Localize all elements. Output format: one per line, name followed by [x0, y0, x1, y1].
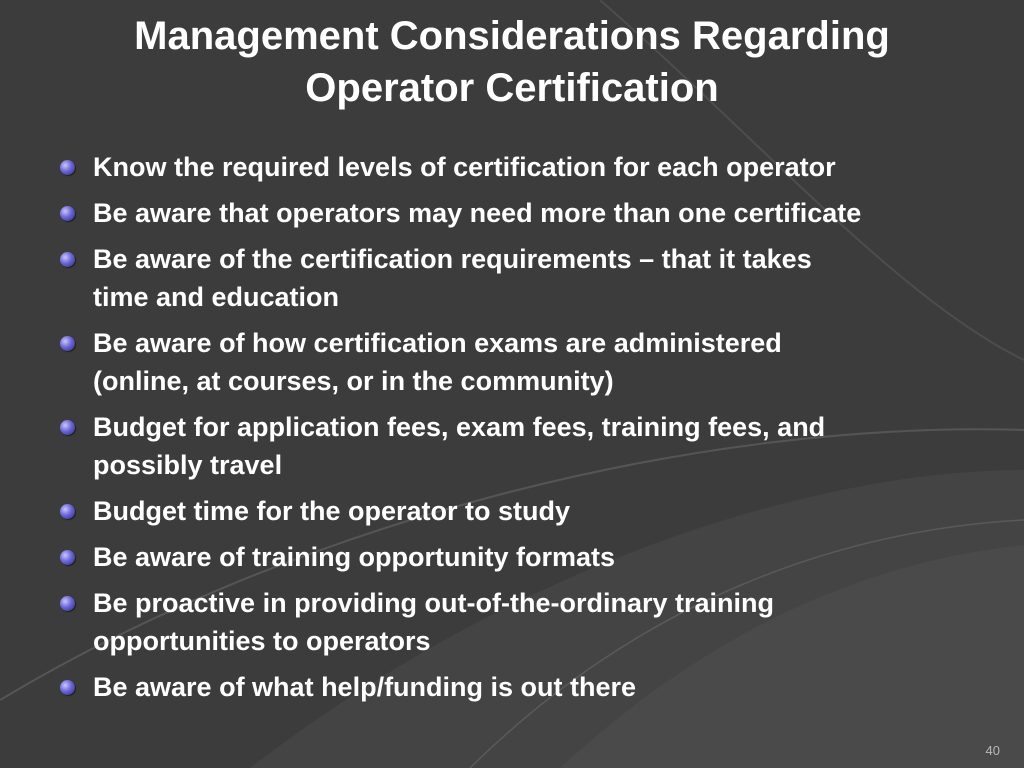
bullet-text-continuation: time and education	[93, 282, 340, 312]
bullet-text: Be aware of what help/funding is out there	[93, 672, 637, 702]
bullet-text: Be aware that operators may need more than one certificate	[93, 198, 862, 228]
bullet-item	[60, 668, 1000, 706]
bullet-text: Know the required levels of certification for each operator	[93, 152, 836, 182]
bullet-text: Budget time for the operator to study	[93, 496, 571, 526]
bullet-text-continuation: (online, at courses, or in the community)	[93, 366, 614, 396]
sphere-bullet-icon	[60, 504, 75, 519]
slide-page-number: 40	[985, 743, 1000, 758]
sphere-bullet-icon	[60, 680, 75, 695]
bullet-item	[60, 584, 1000, 660]
sphere-bullet-icon	[60, 336, 75, 351]
slide-title-line: Operator Certification	[305, 66, 719, 110]
bullet-text: Be proactive in providing out-of-the-ordinary training	[93, 588, 775, 618]
bullet-item	[60, 148, 1000, 186]
bullet-item	[60, 240, 1000, 316]
bullet-text: Be aware of training opportunity formats	[93, 542, 616, 572]
bullet-list	[60, 148, 1000, 714]
sphere-bullet-icon	[60, 550, 75, 565]
bullet-item	[60, 324, 1000, 400]
slide-title-line: Management Considerations Regarding	[134, 14, 890, 58]
sphere-bullet-icon	[60, 420, 75, 435]
bullet-text-continuation: possibly travel	[93, 450, 283, 480]
bullet-text: Be aware of how certification exams are administered	[93, 328, 782, 358]
bullet-item	[60, 492, 1000, 530]
bullet-text-continuation: opportunities to operators	[93, 626, 431, 656]
bullet-item	[60, 538, 1000, 576]
bullet-text: Be aware of the certification requirements – that it takes	[93, 244, 812, 274]
bullet-text: Budget for application fees, exam fees, training fees, and	[93, 412, 826, 442]
sphere-bullet-icon	[60, 160, 75, 175]
sphere-bullet-icon	[60, 206, 75, 221]
sphere-bullet-icon	[60, 596, 75, 611]
bullet-item	[60, 194, 1000, 232]
bullet-item	[60, 408, 1000, 484]
sphere-bullet-icon	[60, 252, 75, 267]
slide-title	[40, 10, 984, 114]
